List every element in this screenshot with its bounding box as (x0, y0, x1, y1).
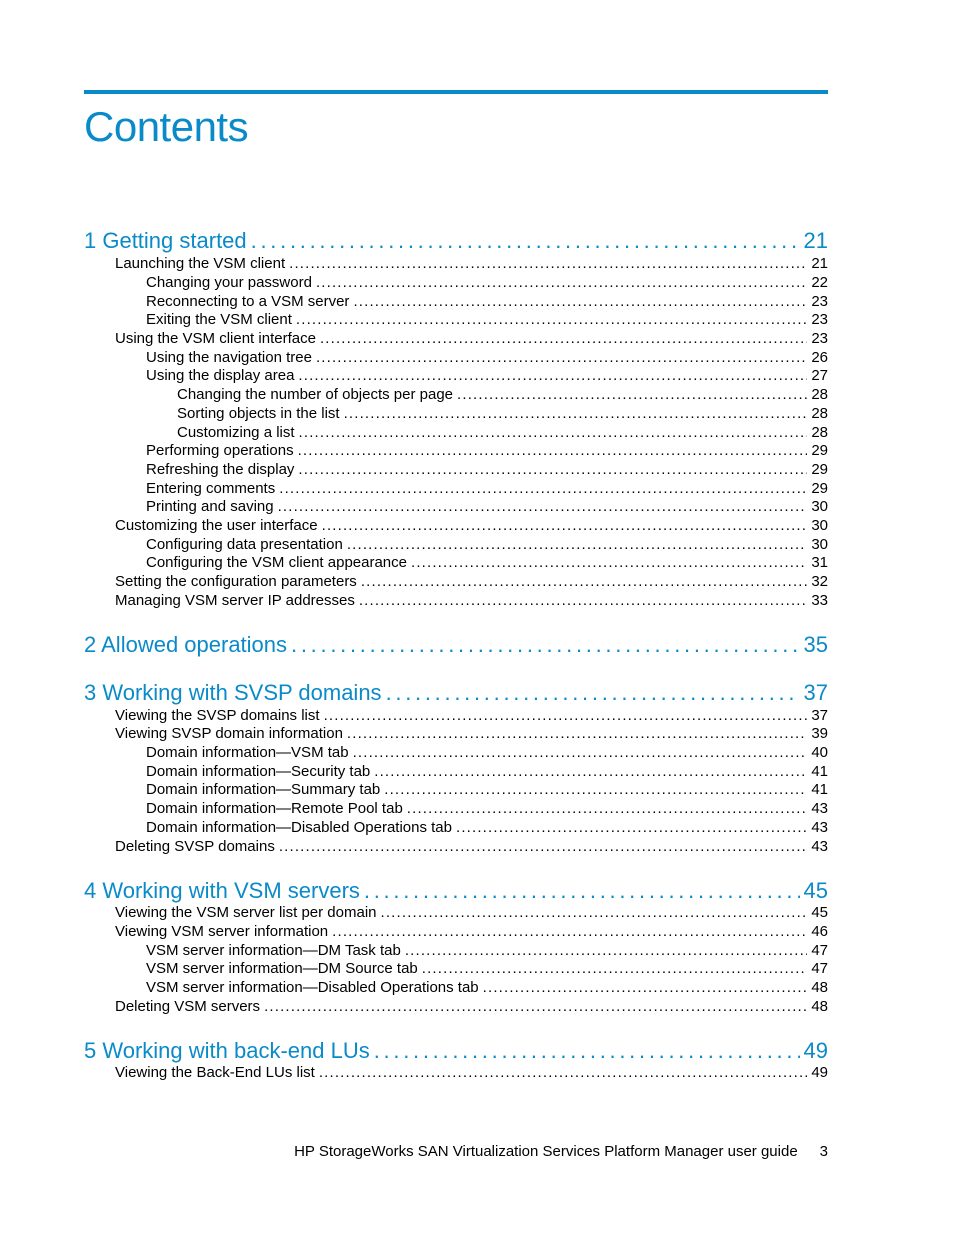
toc-label: Entering comments (146, 480, 276, 497)
toc-label: Launching the VSM client (115, 255, 286, 272)
toc-entry[interactable] (146, 799, 828, 818)
toc-entry[interactable] (115, 997, 828, 1016)
toc-page-number: 41 (811, 763, 828, 780)
toc-label: Viewing SVSP domain information (115, 725, 343, 742)
toc-leader-dots (405, 941, 808, 960)
toc-entry[interactable] (115, 1063, 828, 1082)
toc-page-number: 28 (811, 386, 828, 403)
toc-label: Viewing the Back-End LUs list (115, 1064, 315, 1081)
toc-page-number: 41 (811, 781, 828, 798)
page-title: Contents (84, 103, 249, 150)
toc-label: Using the display area (146, 367, 295, 384)
toc-page-number: 28 (811, 405, 828, 422)
toc-leader-dots (291, 630, 799, 660)
toc-page-number: 45 (811, 904, 828, 921)
toc-leader-dots (361, 572, 808, 591)
toc-label: Viewing the SVSP domains list (115, 707, 320, 724)
toc-label: Domain information—Remote Pool tab (146, 800, 403, 817)
toc-entry[interactable] (146, 978, 828, 997)
toc-leader-dots (347, 724, 807, 743)
toc-label: Viewing VSM server information (115, 923, 329, 940)
toc-page-number: 29 (811, 480, 828, 497)
toc-leader-dots (353, 743, 808, 762)
toc-label: Changing your password (146, 274, 312, 291)
toc-leader-dots (422, 959, 808, 978)
footer-page-number: 3 (819, 1143, 828, 1160)
toc-entry[interactable] (146, 553, 828, 572)
toc-entry[interactable] (146, 479, 828, 498)
toc-page-number: 23 (811, 311, 828, 328)
toc-entry[interactable] (146, 959, 828, 978)
toc-label: Domain information—Security tab (146, 763, 371, 780)
top-rule (84, 90, 828, 94)
toc-leader-dots (298, 366, 807, 385)
toc-label: Exiting the VSM client (146, 311, 292, 328)
toc-entry[interactable] (146, 310, 828, 329)
toc-leader-dots (279, 837, 807, 856)
toc-leader-dots (279, 479, 807, 498)
toc-label: Viewing the VSM server list per domain (115, 904, 377, 921)
toc-leader-dots (289, 254, 807, 273)
toc-label: Customizing a list (177, 424, 295, 441)
toc-entry[interactable] (177, 404, 828, 423)
toc-label: VSM server information—DM Source tab (146, 960, 418, 977)
toc-entry[interactable] (146, 273, 828, 292)
toc-label: 3 Working with SVSP domains (84, 680, 382, 705)
toc-entry[interactable] (146, 460, 828, 479)
toc-entry[interactable] (115, 837, 828, 856)
toc-page-number: 31 (811, 554, 828, 571)
toc-leader-dots (278, 497, 808, 516)
toc-page-number: 48 (811, 979, 828, 996)
toc-leader-dots (296, 310, 807, 329)
toc-leader-dots (381, 903, 808, 922)
toc-leader-dots (332, 922, 807, 941)
toc-leader-dots (319, 1063, 807, 1082)
toc-leader-dots (298, 460, 807, 479)
toc-label: Deleting VSM servers (115, 998, 261, 1015)
toc-page-number: 26 (811, 349, 828, 366)
toc-entry[interactable] (146, 818, 828, 837)
toc-leader-dots (322, 516, 808, 535)
toc-leader-dots (299, 423, 808, 442)
toc-entry[interactable] (146, 292, 828, 311)
toc-entry[interactable] (146, 762, 828, 781)
toc-leader-dots (407, 799, 808, 818)
toc-leader-dots (347, 535, 808, 554)
toc-leader-dots (344, 404, 808, 423)
toc-page-number: 33 (811, 592, 828, 609)
toc-page-number: 49 (803, 1038, 828, 1063)
toc-label: 2 Allowed operations (84, 632, 288, 657)
toc-chapter[interactable] (84, 630, 828, 660)
toc-page-number: 30 (811, 498, 828, 515)
toc-label: Using the VSM client interface (115, 330, 316, 347)
toc-label: 4 Working with VSM servers (84, 878, 360, 903)
toc-page-number: 40 (811, 744, 828, 761)
toc-leader-dots (359, 591, 807, 610)
toc-leader-dots (298, 441, 808, 460)
toc-page-number: 47 (811, 960, 828, 977)
toc-label: 1 Getting started (84, 228, 247, 253)
toc-page-number: 49 (811, 1064, 828, 1081)
toc-page-number: 45 (803, 878, 828, 903)
toc-leader-dots (386, 678, 800, 708)
toc-page-number: 21 (803, 228, 828, 253)
toc-leader-dots (320, 329, 807, 348)
toc-label: Using the navigation tree (146, 349, 312, 366)
toc-label: Sorting objects in the list (177, 405, 340, 422)
toc-leader-dots (483, 978, 808, 997)
toc-entry[interactable] (146, 348, 828, 367)
toc-page-number: 43 (811, 838, 828, 855)
toc-page-number: 29 (811, 461, 828, 478)
toc-entry[interactable] (115, 572, 828, 591)
toc-chapter[interactable] (84, 1036, 828, 1066)
toc-page-number: 46 (811, 923, 828, 940)
toc-leader-dots (374, 762, 807, 781)
toc-entry[interactable] (115, 903, 828, 922)
toc-entry[interactable] (146, 743, 828, 762)
page-footer (0, 1142, 828, 1162)
toc-chapter[interactable] (84, 876, 828, 906)
toc-page-number: 22 (811, 274, 828, 291)
toc-page-number: 23 (811, 330, 828, 347)
toc-chapter[interactable] (84, 226, 828, 256)
toc-page-number: 30 (811, 517, 828, 534)
toc-label: VSM server information—DM Task tab (146, 942, 401, 959)
toc-leader-dots (411, 553, 807, 572)
toc-label: 5 Working with back-end LUs (84, 1038, 370, 1063)
toc-label: Refreshing the display (146, 461, 295, 478)
toc-page-number: 43 (811, 800, 828, 817)
toc-leader-dots (374, 1036, 800, 1066)
toc-leader-dots (324, 706, 808, 725)
toc-leader-dots (384, 780, 807, 799)
footer-doc-title: HP StorageWorks SAN Virtualization Services Platform Manager user guide (294, 1143, 798, 1160)
toc-entry[interactable] (115, 516, 828, 535)
toc-label: Performing operations (146, 442, 294, 459)
toc-label: Printing and saving (146, 498, 274, 515)
toc-label: Deleting SVSP domains (115, 838, 275, 855)
toc-leader-dots (364, 876, 800, 906)
toc-page-number: 43 (811, 819, 828, 836)
toc-chapter[interactable] (84, 678, 828, 708)
toc-leader-dots (316, 348, 807, 367)
toc-entry[interactable] (177, 423, 828, 442)
toc-label: Setting the configuration parameters (115, 573, 357, 590)
toc-page-number: 28 (811, 424, 828, 441)
toc-page-number: 48 (811, 998, 828, 1015)
toc-label: Configuring the VSM client appearance (146, 554, 407, 571)
toc-page-number: 29 (811, 442, 828, 459)
toc-entry[interactable] (115, 591, 828, 610)
toc-entry[interactable] (146, 497, 828, 516)
toc-label: VSM server information—Disabled Operations tab (146, 979, 479, 996)
toc-entry[interactable] (115, 329, 828, 348)
toc-entry[interactable] (146, 780, 828, 799)
toc-entry[interactable] (115, 922, 828, 941)
toc-leader-dots (264, 997, 807, 1016)
toc-entry[interactable] (146, 366, 828, 385)
toc-page-number: 21 (811, 255, 828, 272)
toc-entry[interactable] (146, 441, 828, 460)
toc-page-number: 23 (811, 293, 828, 310)
toc-leader-dots (457, 385, 807, 404)
toc-entry[interactable] (115, 254, 828, 273)
toc-label: Domain information—Disabled Operations tab (146, 819, 452, 836)
toc-entry[interactable] (177, 385, 828, 404)
toc-label: Domain information—VSM tab (146, 744, 349, 761)
toc-page-number: 30 (811, 536, 828, 553)
toc-page-number: 47 (811, 942, 828, 959)
toc-leader-dots (316, 273, 807, 292)
toc-label: Customizing the user interface (115, 517, 318, 534)
toc-page-number: 27 (811, 367, 828, 384)
toc-entry[interactable] (146, 535, 828, 554)
toc-page-number: 37 (803, 680, 828, 705)
toc-page-number: 37 (811, 707, 828, 724)
toc-label: Managing VSM server IP addresses (115, 592, 355, 609)
toc-page-number: 39 (811, 725, 828, 742)
toc-entry[interactable] (115, 724, 828, 743)
toc-label: Changing the number of objects per page (177, 386, 454, 403)
toc-page-number: 32 (811, 573, 828, 590)
toc-label: Configuring data presentation (146, 536, 343, 553)
toc-entry[interactable] (146, 941, 828, 960)
toc-page-number: 35 (803, 632, 828, 657)
toc-leader-dots (456, 818, 807, 837)
toc-leader-dots (353, 292, 807, 311)
toc-label: Reconnecting to a VSM server (146, 293, 350, 310)
toc-leader-dots (251, 226, 800, 256)
toc-entry[interactable] (115, 706, 828, 725)
toc-label: Domain information—Summary tab (146, 781, 381, 798)
